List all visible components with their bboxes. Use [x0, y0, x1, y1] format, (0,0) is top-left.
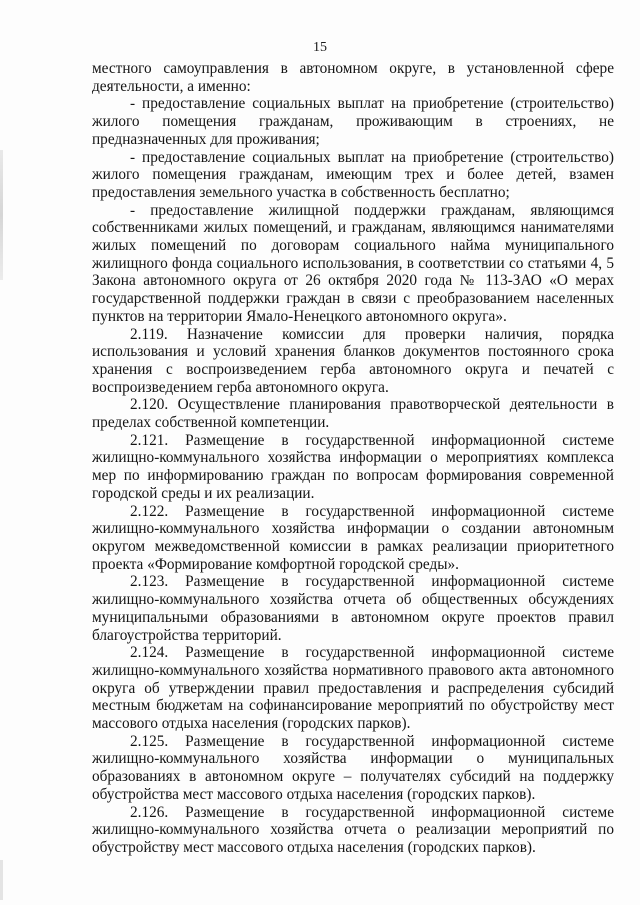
- paragraph-2-119: 2.119. Назначение комиссии для проверки наличия, порядка использования и условий хранения бланков документов постоянного срока хранения с воспроизведением герба автономного округа и печатей с воспроизведением герба автономного округа.: [92, 325, 614, 396]
- list-item-housing-support: - предоставление жилищной поддержки гражданам, являющимся собственниками жилых помещений, и гражданам, являющимся нанимателями жилых помещений по договорам социального найма муниципального жилищного фонда социального использования, в соответствии со статьями 4, 5 Закона автономного округа от 26 октября 2020 года № 113-ЗАО «О мерах государственной поддержки граждан в связи с преобразованием населенных пунктов на территории Ямало-Ненецкого автономного округа».: [92, 201, 614, 325]
- paragraph-2-120: 2.120. Осуществление планирования правотворческой деятельности в пределах собственной компетенции.: [92, 396, 614, 432]
- list-item-social-payments-large-families: - предоставление социальных выплат на приобретение (строительство) жилого помещения гражданам, имеющим трех и более детей, взамен предоставления земельного участка в собственность бесплатно;: [92, 148, 614, 201]
- scan-edge-mark-bottom: [0, 860, 3, 900]
- paragraph-2-124: 2.124. Размещение в государственной информационной системе жилищно-коммунального хозяйства нормативного правового акта автономного округа об утверждении правил предоставления и распределения субсидий местным бюджетам на софинансирование мероприятий по обустройству мест массового отдыха населения (городских парков).: [92, 644, 614, 733]
- paragraph-2-125: 2.125. Размещение в государственной информационной системе жилищно-коммунального хозяйства информации о муниципальных образованиях в автономном округе – получателях субсидий на поддержку обустройства мест массового отдыха населения (городских парков).: [92, 732, 614, 803]
- paragraph-2-123: 2.123. Размещение в государственной информационной системе жилищно-коммунального хозяйства отчета об общественных обсуждениях муниципальными образованиями в автономном округе проектов правил благоустройства территорий.: [92, 573, 614, 644]
- paragraph-2-122: 2.122. Размещение в государственной информационной системе жилищно-коммунального хозяйства информации о создании автономным округом межведомственной комиссии в рамках реализации приоритетного проекта «Формирование комфортной городской среды».: [92, 502, 614, 573]
- paragraph-2-121: 2.121. Размещение в государственной информационной системе жилищно-коммунального хозяйства информации о мероприятиях комплекса мер по информированию граждан по вопросам формирования современной городской среды и их реализации.: [92, 431, 614, 502]
- scan-edge-mark: [0, 150, 3, 280]
- document-body: [92, 60, 614, 857]
- list-item-social-payments-nonresidential: - предоставление социальных выплат на приобретение (строительство) жилого помещения гражданам, проживающим в строениях, не предназначенных для проживания;: [92, 95, 614, 148]
- paragraph-2-126: 2.126. Размещение в государственной информационной системе жилищно-коммунального хозяйства отчета о реализации мероприятий по обустройству мест массового отдыха населения (городских парков).: [92, 803, 614, 856]
- paragraph-continuation: местного самоуправления в автономном округе, в установленной сфере деятельности, а именно:: [92, 60, 614, 95]
- page-number: 15: [313, 40, 327, 55]
